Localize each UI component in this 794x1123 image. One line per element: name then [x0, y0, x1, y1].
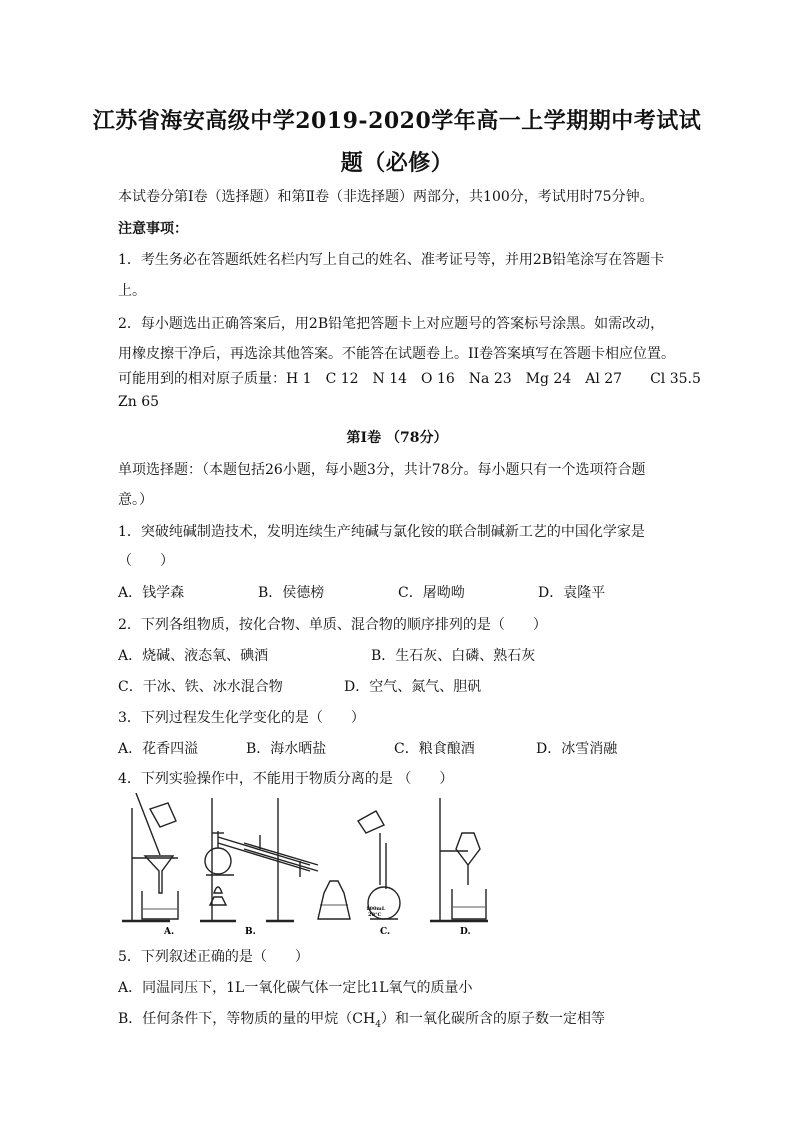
flask-label-temperature: 20°C [368, 912, 382, 918]
fig-label-a: A. [164, 927, 175, 937]
q2-option-d: D．空气、氮气、胆矾 [344, 679, 482, 695]
q3-option-b: B．海水晒盐 [246, 741, 327, 757]
q5-option-b-subscript: 4 [375, 1019, 381, 1030]
q5-option-b-post: ）和一氧化碳所含的原子数一定相等 [380, 1011, 605, 1027]
q1-stem-b: （ ） [118, 553, 174, 569]
exam-title-line2: 题（必修） [340, 150, 454, 176]
exam-title-line1: 江苏省海安高级中学2019-2020学年高一上学期期中考试试 [92, 108, 702, 134]
fig-label-c: C. [380, 927, 391, 937]
distillation-apparatus [200, 798, 350, 921]
q3-option-c: C．粮食酿酒 [394, 741, 475, 757]
flask-label-volume: 100mL [366, 906, 386, 912]
q2-option-b: B．生石灰、白磷、熟石灰 [371, 648, 536, 664]
q5-option-a: A．同温同压下，1L一氧化碳气体一定比1L氧气的质量小 [118, 980, 473, 996]
fig-label-d: D. [460, 927, 471, 937]
q1-option-c: C．屠呦呦 [398, 585, 465, 601]
q2-stem: 2．下列各组物质，按化合物、单质、混合物的顺序排列的是（ ） [118, 617, 547, 633]
q1-stem-a: 1．突破纯碱制造技术，发明连续生产纯碱与氯化铵的联合制碱新工艺的中国化学家是 [118, 524, 645, 540]
section-1-heading: 第Ⅰ卷 （78分） [346, 430, 448, 446]
notes-heading: 注意事项： [118, 221, 188, 237]
note-1-line-a: 1．考生务必在答题纸姓名栏内写上自己的姓名、准考证号等，并用2B铅笔涂写在答题卡 [118, 252, 665, 268]
q2-option-a: A．烧碱、液态氧、碘酒 [118, 648, 269, 664]
q2-option-c: C．干冰、铁、冰水混合物 [118, 679, 283, 695]
q3-option-a: A．花香四溢 [118, 741, 199, 757]
volumetric-flask-apparatus [358, 811, 400, 919]
intro-text: 本试卷分第Ⅰ卷（选择题）和第Ⅱ卷（非选择题）两部分，共100分，考试用时75分钟。 [118, 189, 654, 205]
q1-option-a: A．钱学森 [118, 585, 185, 601]
q5-stem: 5．下列叙述正确的是（ ） [118, 949, 309, 965]
atomic-masses-line-a: 可能用到的相对原子质量：H 1 C 12 N 14 O 16 Na 23 Mg 24 Al 27 Cl 35.5 [118, 371, 701, 387]
atomic-masses-line-b: Zn 65 [118, 394, 160, 410]
q1-option-d: D．袁隆平 [538, 585, 606, 601]
section-1-instructions-b: 意。） [118, 492, 153, 508]
section-1-instructions-a: 单项选择题：（本题包括26小题，每小题3分，共计78分。每小题只有一个选项符合题 [118, 462, 646, 478]
filtration-apparatus [122, 793, 178, 921]
separatory-funnel-apparatus [430, 798, 488, 921]
q5-option-b [118, 1008, 605, 1030]
q3-stem: 3．下列过程发生化学变化的是（ ） [118, 710, 365, 726]
note-1-line-b: 上。 [118, 283, 146, 299]
q5-option-b-pre: B．任何条件下，等物质的量的甲烷（CH [118, 1011, 376, 1027]
note-2-line-a: 2．每小题选出正确答案后，用2B铅笔把答题卡上对应题号的答案标号涂黑。如需改动， [118, 316, 665, 332]
note-2-line-b: 用橡皮擦干净后，再选涂其他答案。不能答在试题卷上。II卷答案填写在答题卡相应位置。 [118, 346, 676, 362]
q1-option-b: B．侯德榜 [258, 585, 325, 601]
fig-label-b: B. [245, 927, 256, 937]
lab-apparatus-figure [118, 793, 498, 938]
q4-stem: 4．下列实验操作中，不能用于物质分离的是 （ ） [118, 771, 454, 787]
q3-option-d: D．冰雪消融 [536, 741, 618, 757]
